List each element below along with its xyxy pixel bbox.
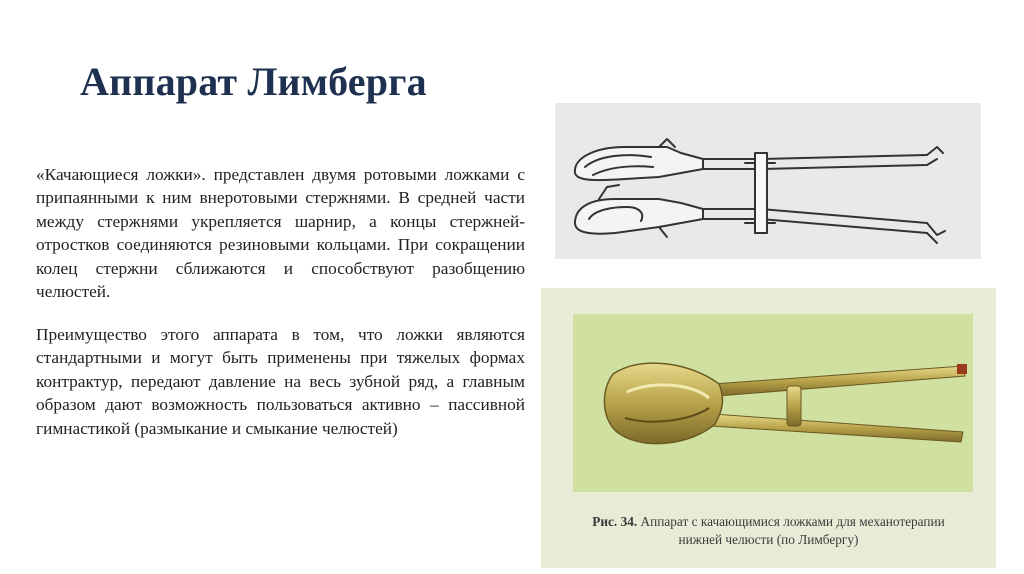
caption-line-2: нижней челюсти (по Лимбергу) [678, 532, 859, 547]
slide-title: Аппарат Лимберга [80, 59, 427, 104]
apparatus-photo-figure [541, 288, 996, 568]
description-paragraph: «Качающиеся ложки». представлен двумя ротовыми ложками с припаянными к ним внеротовыми стержнями. В средней части между стержнями укрепляется шарнир, а концы стержней-отростков соединяются резиновыми кольцами. При сокращении колец стержни сближаются и способствуют разобщению челюстей. [36, 165, 525, 302]
limberg-apparatus-drawing-icon [555, 103, 981, 259]
figure-caption [541, 513, 996, 549]
apparatus-drawing [555, 103, 981, 259]
caption-line-1: Аппарат с качающимися ложками для механотерапии [640, 514, 945, 529]
limberg-apparatus-photo-icon [573, 314, 973, 492]
apparatus-photo [573, 314, 973, 492]
caption-label: Рис. 34. [592, 514, 638, 529]
advantages-paragraph: Преимущество этого аппарата в том, что ложки являются стандартными и могут быть применены при тяжелых формах контрактур, передают давление на весь зубной ряд, а главным образом дают возможность пользоваться активно – пассивной гимнастикой (размыкание и смыкание челюстей) [36, 325, 525, 438]
